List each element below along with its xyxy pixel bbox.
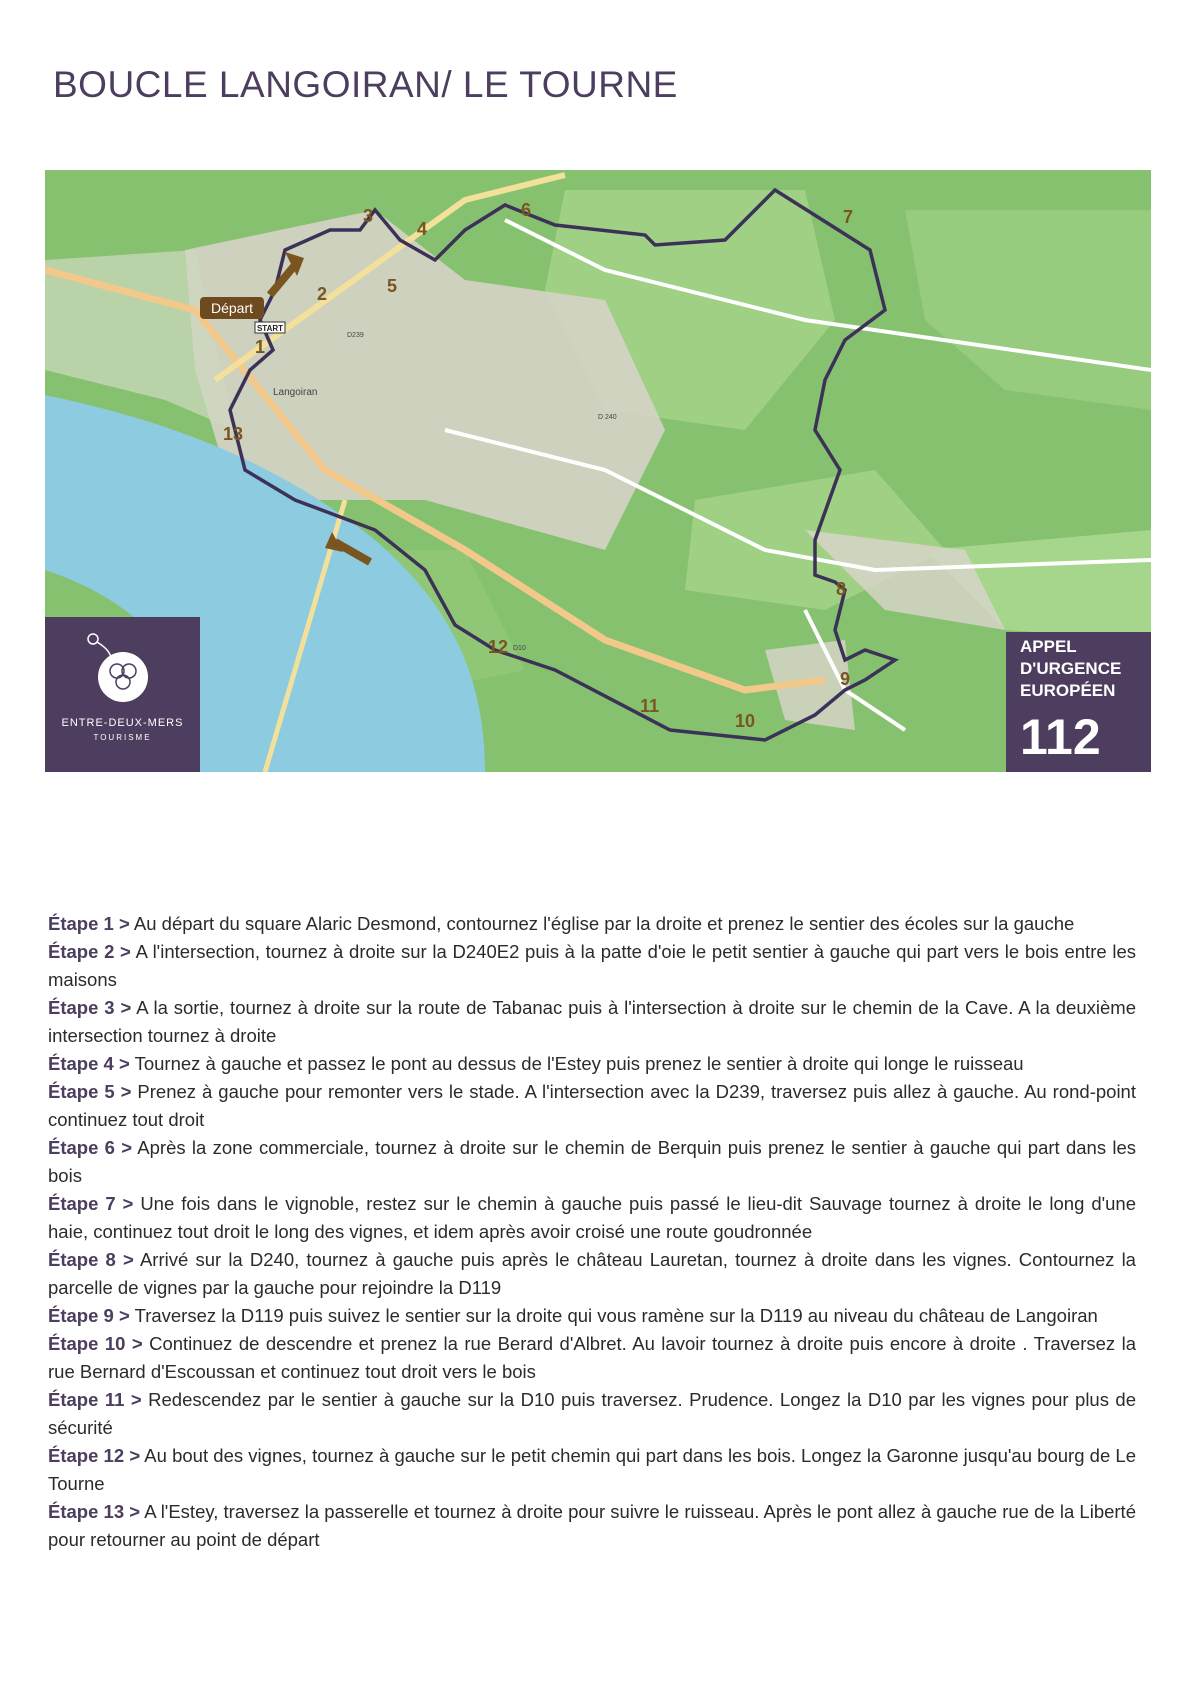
step-marker-10: 10 [735, 711, 756, 731]
step-item [48, 994, 1136, 1050]
step-marker-4: 4 [417, 219, 428, 239]
logo-name: ENTRE-DEUX-MERS [61, 717, 184, 729]
step-item [48, 1498, 1136, 1554]
depart-label: Départ [210, 300, 254, 316]
step-marker-13: 13 [223, 424, 244, 444]
grape-logo-icon [45, 617, 200, 717]
step-label: Étape 9 > [48, 1305, 130, 1326]
step-text: Prenez à gauche pour remonter vers le stade. A l'intersection avec la D239, traversez puis allez à gauche. Au rond-point continuez tout droit [48, 1081, 1136, 1130]
step-text: Arrivé sur la D240, tournez à gauche puis après le château Lauretan, tournez à droite dans les vignes. Contournez la parcelle de vignes par la gauche pour rejoindre la D119 [48, 1249, 1136, 1298]
step-text: A l'Estey, traversez la passerelle et tournez à droite pour suivre le ruisseau. Après le pont allez à gauche rue de la Liberté pour retourner au point de départ [48, 1501, 1136, 1550]
step-item [48, 1302, 1136, 1330]
step-label: Étape 3 > [48, 997, 132, 1018]
step-item [48, 1050, 1136, 1078]
step-label: Étape 4 > [48, 1053, 130, 1074]
step-item [48, 1246, 1136, 1302]
step-text: Une fois dans le vignoble, restez sur le chemin à gauche puis passé le lieu-dit Sauvage tournez à droite le long d'une haie, continuez tout droit le long des vignes, et idem après avoir croisé une route goudronnée [48, 1193, 1137, 1242]
step-label: Étape 13 > [48, 1501, 141, 1522]
place-label-d239: D239 [347, 332, 364, 339]
step-item [48, 1386, 1136, 1442]
step-item [48, 910, 1136, 938]
step-marker-5: 5 [387, 276, 398, 296]
step-marker-9: 9 [840, 669, 851, 689]
step-marker-1: 1 [255, 337, 266, 357]
step-label: Étape 12 > [48, 1445, 141, 1466]
step-text: Au bout des vignes, tournez à gauche sur le petit chemin qui part dans les bois. Longez la Garonne jusqu'au bourg de Le Tourne [48, 1445, 1137, 1494]
step-label: Étape 5 > [48, 1081, 132, 1102]
step-label: Étape 8 > [48, 1249, 134, 1270]
page-title: BOUCLE LANGOIRAN/ LE TOURNE [53, 64, 678, 105]
step-marker-12: 12 [488, 637, 509, 657]
emergency-label: APPEL D'URGENCE EUROPÉEN [1020, 637, 1122, 700]
step-item [48, 938, 1136, 994]
step-marker-7: 7 [843, 207, 854, 227]
place-label-langoiran: Langoiran [273, 387, 318, 398]
step-item [48, 1442, 1136, 1498]
step-label: Étape 2 > [48, 941, 131, 962]
step-item [48, 1330, 1136, 1386]
step-text: Continuez de descendre et prenez la rue Berard d'Albret. Au lavoir tournez à droite puis encore à droite . Traversez la rue Bernard d'Escoussan et continuez tout droit vers le bois [48, 1333, 1137, 1382]
brand-logo [45, 617, 200, 772]
step-label: Étape 6 > [48, 1137, 133, 1158]
step-text: Traversez la D119 puis suivez le sentier sur la droite qui vous ramène sur la D119 au niveau du château de Langoiran [134, 1305, 1098, 1326]
map-canvas [45, 170, 1151, 772]
step-label: Étape 11 > [48, 1389, 142, 1410]
place-label-d10: D10 [513, 645, 526, 652]
step-item [48, 1078, 1136, 1134]
place-label-d240: D 240 [598, 414, 617, 421]
step-item [48, 1134, 1136, 1190]
emergency-box [1006, 632, 1151, 772]
step-marker-3: 3 [363, 206, 374, 226]
step-marker-11: 11 [640, 696, 660, 716]
step-marker-8: 8 [836, 579, 847, 599]
step-marker-2: 2 [317, 284, 328, 304]
step-text: A l'intersection, tournez à droite sur la D240E2 puis à la patte d'oie le petit sentier à gauche qui part vers le bois entre les maisons [48, 941, 1136, 990]
route-map[interactable] [45, 170, 1151, 772]
step-item [48, 1190, 1136, 1246]
emergency-number: 112 [1020, 709, 1101, 765]
step-text: Après la zone commerciale, tournez à droite sur le chemin de Berquin puis prenez le sentier à gauche qui part dans les bois [48, 1137, 1136, 1186]
step-text: Au départ du square Alaric Desmond, contournez l'église par la droite et prenez le sentier des écoles sur la gauche [133, 913, 1075, 934]
logo-sub: TOURISME [93, 733, 152, 742]
start-label: START [256, 324, 284, 333]
step-text: Tournez à gauche et passez le pont au dessus de l'Estey puis prenez le sentier à droite qui longe le ruisseau [134, 1053, 1024, 1074]
step-list [48, 910, 1136, 1554]
step-marker-6: 6 [521, 200, 532, 220]
step-text: A la sortie, tournez à droite sur la route de Tabanac puis à l'intersection à droite sur le chemin de la Cave. A la deuxième intersection tournez à droite [48, 997, 1136, 1046]
step-text: Redescendez par le sentier à gauche sur la D10 puis traversez. Prudence. Longez la D10 par les vignes pour plus de sécurité [48, 1389, 1136, 1438]
step-label: Étape 10 > [48, 1333, 143, 1354]
step-label: Étape 1 > [48, 913, 130, 934]
step-label: Étape 7 > [48, 1193, 134, 1214]
